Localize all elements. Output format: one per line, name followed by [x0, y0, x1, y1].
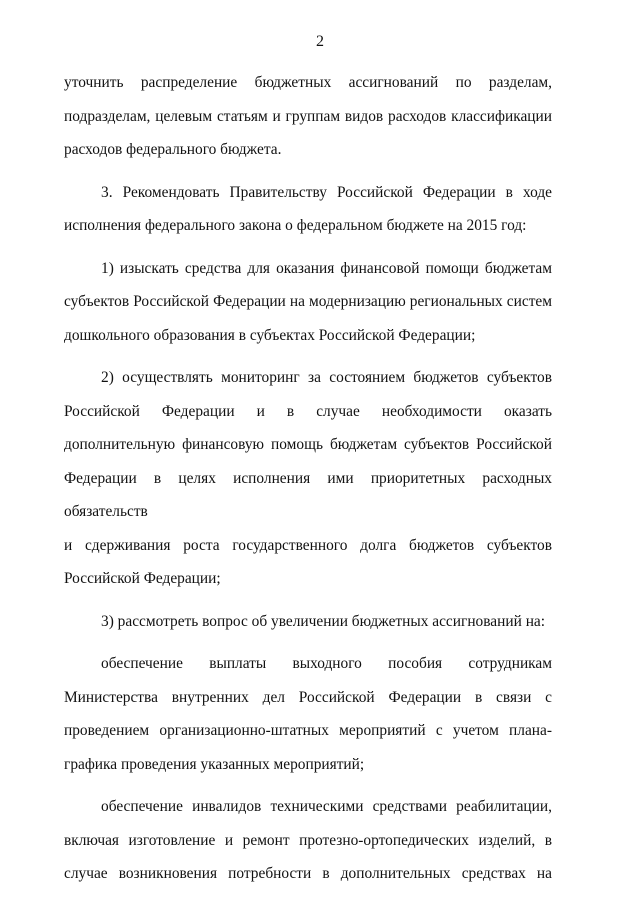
text-line: графика проведения указанных мероприятий; — [64, 755, 365, 773]
text-line: расходов федерального бюджета. — [64, 141, 282, 158]
text-line: проведением организационно-штатных мероприятий с учетом плана- — [64, 722, 552, 739]
page-number: 2 — [316, 33, 324, 50]
paragraph-subitem-3 — [64, 605, 552, 639]
text-line: подразделам, целевым статьям и группам видов расходов классификации — [64, 107, 552, 125]
document-body — [64, 66, 552, 891]
text-line: 3) рассмотреть вопрос об увеличении бюджетных ассигнований на: — [101, 612, 546, 630]
text-line: Федерации в целях исполнения ими приоритетных расходных обязательств — [64, 469, 552, 520]
paragraph-item-3 — [64, 176, 552, 243]
paragraph-subitem-2 — [64, 361, 552, 596]
text-line: обеспечение выплаты выходного пособия сотрудникам — [101, 655, 552, 672]
text-line: и сдерживания роста государственного долга бюджетов субъектов — [64, 536, 552, 554]
text-line: 2) осуществлять мониторинг за состоянием бюджетов субъектов — [101, 369, 552, 386]
text-line: Российской Федерации и в случае необходимости оказать — [64, 402, 552, 420]
text-line: исполнения федерального закона о федеральном бюджете на 2015 год: — [64, 217, 527, 234]
paragraph-disabled-rehab — [64, 790, 552, 891]
text-line: включая изготовление и ремонт протезно-ортопедических изделий, в — [64, 831, 552, 849]
text-line: уточнить распределение бюджетных ассигнований по разделам, — [64, 74, 552, 91]
text-line: 3. Рекомендовать Правительству Российской Федерации в ходе — [101, 183, 552, 201]
paragraph-severance — [64, 647, 552, 781]
text-line: дошкольного образования в субъектах Российской Федерации; — [64, 326, 476, 344]
text-line: дополнительную финансовую помощь бюджетам субъектов Российской — [64, 436, 552, 453]
text-line: Министерства внутренних дел Российской Федерации в связи с — [64, 688, 552, 706]
text-line: Российской Федерации; — [64, 570, 221, 587]
paragraph-subitem-1 — [64, 252, 552, 353]
text-line: обеспечение инвалидов техническими средствами реабилитации, — [101, 798, 552, 815]
text-line: субъектов Российской Федерации на модернизацию региональных систем — [64, 293, 552, 310]
text-line: 1) изыскать средства для оказания финансовой помощи бюджетам — [101, 259, 552, 277]
text-line: случае возникновения потребности в дополнительных средствах на — [64, 865, 552, 882]
paragraph-continuation — [64, 66, 552, 167]
